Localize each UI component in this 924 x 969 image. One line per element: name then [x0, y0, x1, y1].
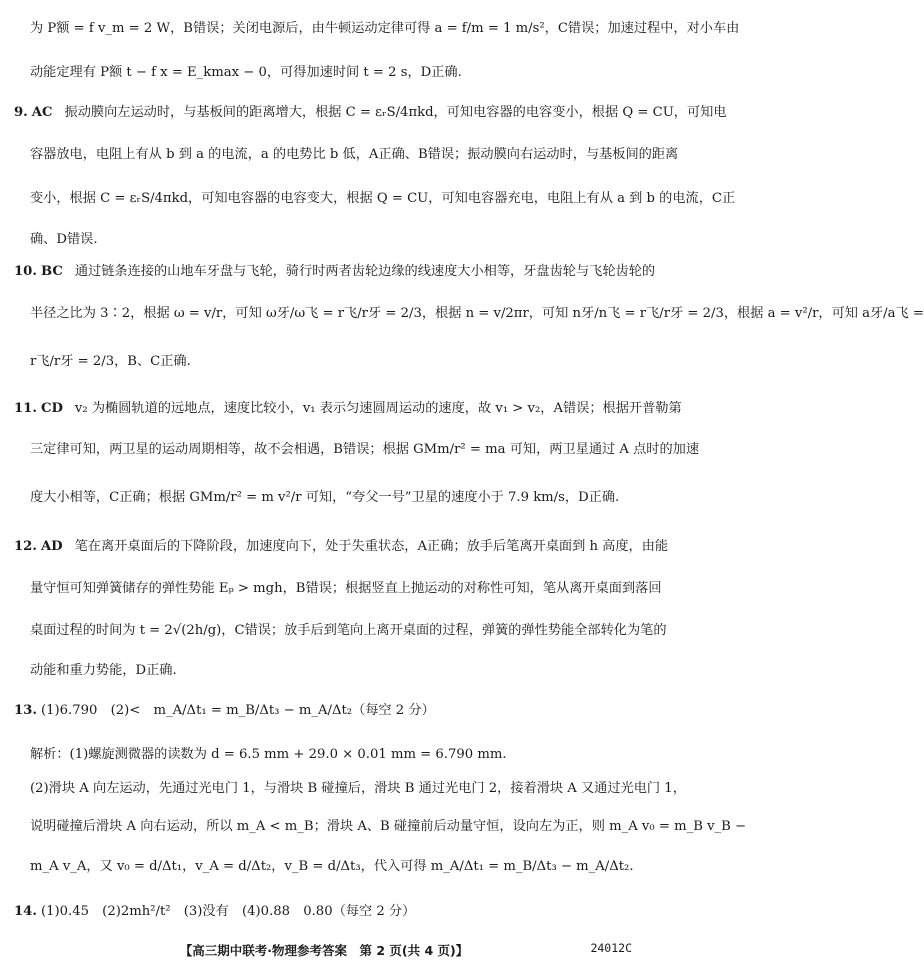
answer-key: CD: [40, 401, 63, 416]
question-number: 10.: [14, 264, 37, 279]
question-14-line-1: [14, 903, 648, 921]
question-10-line-2: 半径之比为 3∶2，根据 ω = v/r，可知 ω牙/ω飞 = r飞/r牙 = 2/3，根据 n = v/2πr，可知 n牙/n飞 = r飞/r牙 = 2/3，根据 a = v²/r，可知 a牙/a飞 =: [30, 306, 924, 321]
question-9-line-2: 容器放电，电阻上有从 b 到 a 的电流，a 的电势比 b 低，A正确、B错误；振动膜向右运动时，与基板间的距离: [30, 147, 679, 162]
question-10-line-1: [14, 263, 656, 281]
question-11-line-1: [14, 400, 682, 418]
question-number: 12.: [14, 539, 37, 554]
question-13-analysis-line-1: 解析：(1)螺旋测微器的读数为 d = 6.5 mm + 29.0 × 0.01 mm = 6.790 mm.: [30, 747, 507, 762]
question-12-line-4: 动能和重力势能，D正确.: [30, 663, 177, 678]
question-13-analysis-line-4: m_A v_A，又 v₀ = d/Δt₁，v_A = d/Δt₂，v_B = d/Δt₃，代入可得 m_A/Δt₁ = m_B/Δt₃ − m_A/Δt₂.: [30, 859, 634, 874]
question-10-line-3: r飞/r牙 = 2/3，B、C正确.: [30, 354, 191, 369]
q8-continuation-line-2: 动能定理有 P额 t − f x = E_kmax − 0，可得加速时间 t = 2 s，D正确.: [30, 65, 462, 80]
q8-continuation-line-1: 为 P额 = f v_m = 2 W，B错误；关闭电源后，由牛顿运动定律可得 a = f/m = 1 m/s²，C错误；加速过程中，对小车由: [30, 21, 740, 36]
question-13-analysis-line-3: 说明碰撞后滑块 A 向右运动，所以 m_A < m_B；滑块 A、B 碰撞前后动量守恒，设向左为正，则 m_A v₀ = m_B v_B −: [30, 819, 747, 834]
question-11-line-2: 三定律可知，两卫星的运动周期相等，故不会相遇，B错误；根据 GMm/r² = ma 可知，两卫星通过 A 点时的加速: [30, 442, 700, 457]
question-number: 9.: [14, 105, 28, 120]
answer-key: AC: [31, 105, 53, 120]
question-number: 14.: [14, 904, 37, 919]
question-number: 13.: [14, 703, 37, 718]
question-11-line-3: 度大小相等，C正确；根据 GMm/r² = m v²/r 可知，“夸父一号”卫星的速度小于 7.9 km/s，D正确.: [30, 490, 620, 505]
answer-key: BC: [40, 264, 63, 279]
question-text: v₂ 为椭圆轨道的远地点，速度比较小，v₁ 表示匀速圆周运动的速度，故 v₁ > v₂，A错误；根据开普勒第: [74, 401, 682, 416]
question-number: 11.: [14, 401, 37, 416]
question-text: 笔在离开桌面后的下降阶段，加速度向下，处于失重状态，A正确；放手后笔离开桌面到 h 高度，由能: [74, 539, 669, 554]
answer-key: AD: [40, 539, 63, 554]
document-code: 24012C: [590, 941, 632, 955]
question-12-line-1: [14, 538, 669, 556]
question-13-analysis-line-2: (2)滑块 A 向左运动，先通过光电门 1，与滑块 B 碰撞后，滑块 B 通过光电门 2，接着滑块 A 又通过光电门 1，: [30, 781, 686, 796]
question-text: 振动膜向左运动时，与基板间的距离增大，根据 C = εᵣS/4πkd，可知电容器的电容变小，根据 Q = CU，可知电: [64, 105, 727, 120]
question-12-line-2: 量守恒可知弹簧储存的弹性势能 Eₚ > mgh，B错误；根据竖直上抛运动的对称性可知，笔从离开桌面到落回: [30, 581, 662, 596]
question-12-line-3: 桌面过程的时间为 t = 2√(2h/g)，C错误；放手后到笔向上离开桌面的过程，弹簧的弹性势能全部转化为笔的: [30, 623, 667, 638]
question-text: (1)0.45 (2)2mh²/t² (3)没有 (4)0.88 0.80（每空 2 分）: [40, 904, 416, 919]
question-9-line-4: 确、D错误.: [30, 232, 98, 247]
question-9-line-3: 变小，根据 C = εᵣS/4πkd，可知电容器的电容变大，根据 Q = CU，可知电容器充电，电阻上有从 a 到 b 的电流，C正: [30, 191, 736, 206]
question-text: (1)6.790 (2)< m_A/Δt₁ = m_B/Δt₃ − m_A/Δt₂（每空 2 分）: [40, 703, 435, 718]
question-9-line-1: [14, 104, 727, 122]
page-footer: 【高三期中联考·物理参考答案 第 2 页(共 4 页)】: [179, 943, 469, 958]
question-text: 通过链条连接的山地车牙盘与飞轮，骑行时两者齿轮边缘的线速度大小相等，牙盘齿轮与飞轮齿轮的: [74, 264, 656, 279]
question-13-line-1: [14, 702, 648, 720]
